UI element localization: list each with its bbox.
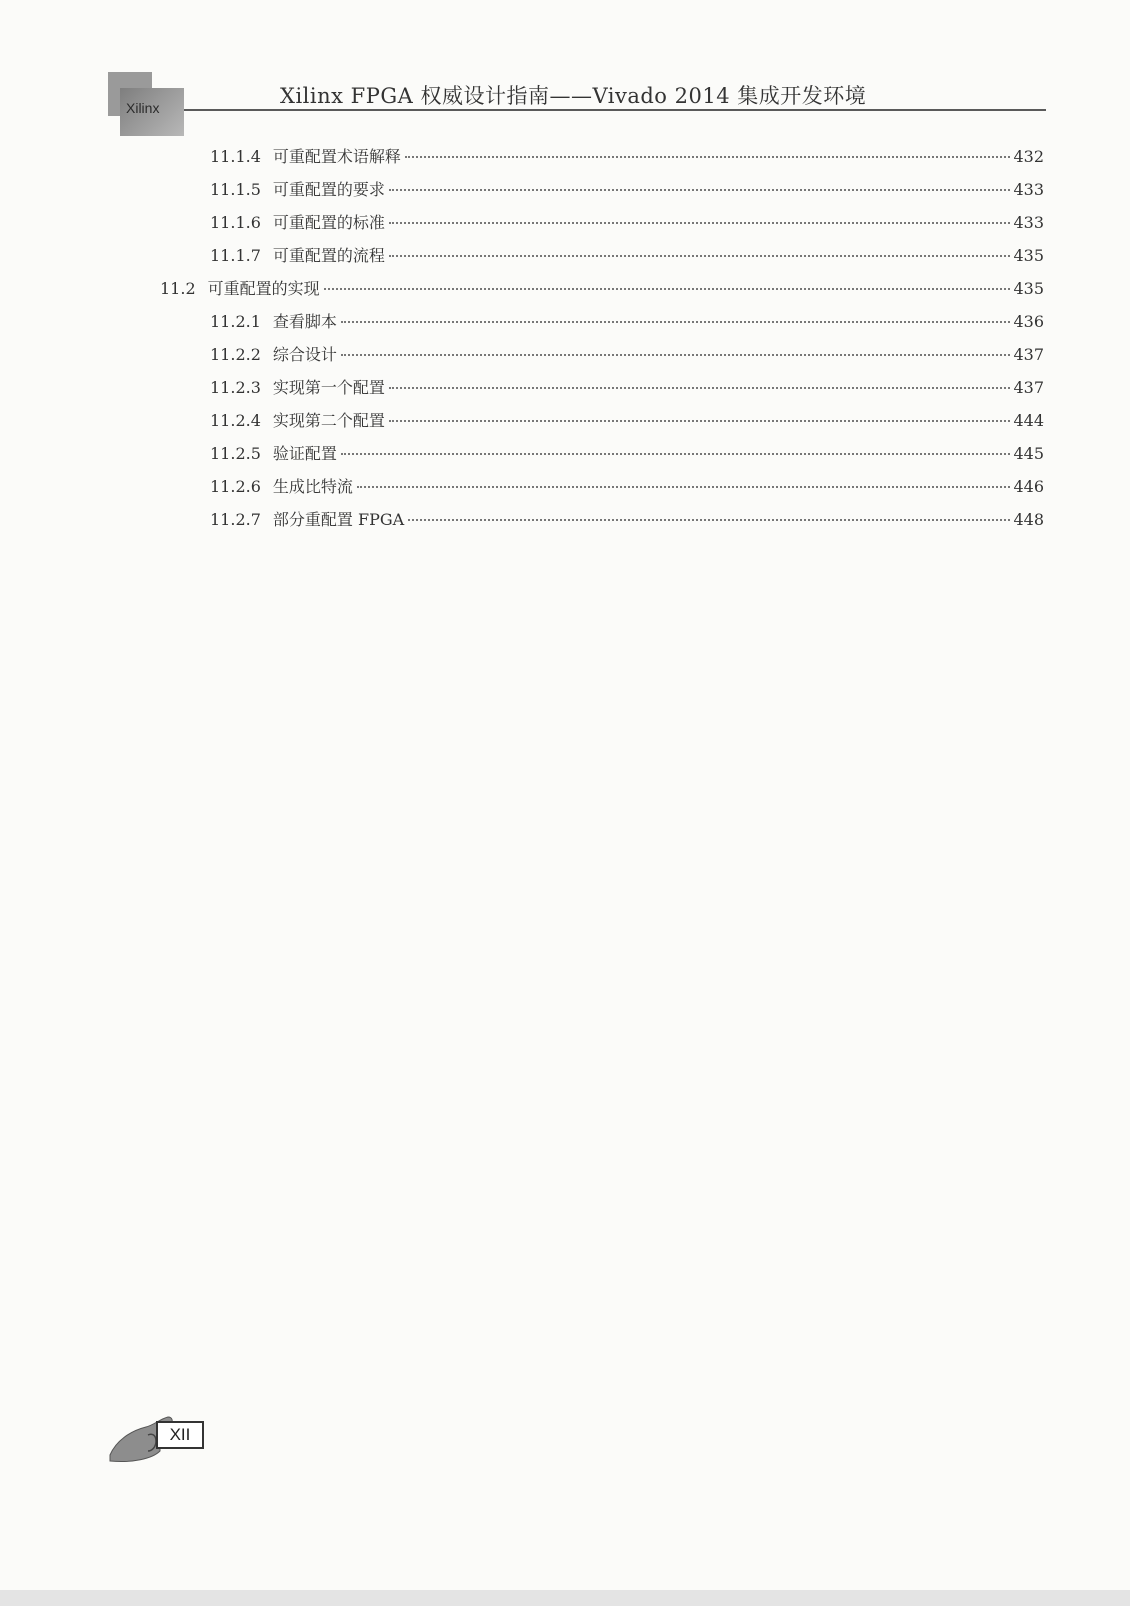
- toc-entry-page: 435: [1013, 279, 1044, 298]
- toc-entry-title: 部分重配置 FPGA: [272, 510, 405, 529]
- toc-entry: [210, 243, 1044, 271]
- toc-entry-page: 437: [1013, 378, 1044, 397]
- toc-entry: [210, 210, 1044, 238]
- dot-leader: [389, 386, 1011, 389]
- toc-entry-page: 433: [1013, 213, 1044, 232]
- toc-entry-page: 435: [1013, 246, 1044, 265]
- toc-entry-title: 实现第二个配置: [272, 411, 385, 430]
- toc-entry-title: 可重配置的要求: [272, 180, 385, 199]
- toc-entry: [210, 474, 1044, 502]
- running-head: Xilinx FPGA 权威设计指南——Vivado 2014 集成开发环境: [280, 84, 867, 108]
- toc-entry: [210, 375, 1044, 403]
- toc-entry-number: 11.2.2: [210, 345, 261, 364]
- toc-entry-page: 448: [1013, 510, 1044, 529]
- toc-entry-page: 445: [1013, 444, 1044, 463]
- toc-entry: [210, 342, 1044, 370]
- toc-entry: [210, 441, 1044, 469]
- toc-entry-title: 查看脚本: [272, 312, 337, 331]
- dot-leader: [324, 287, 1011, 290]
- toc-entry-number: 11.2.3: [210, 378, 261, 397]
- toc-entry: [210, 309, 1044, 337]
- dot-leader: [341, 353, 1011, 356]
- toc-entry-number: 11.2.7: [210, 510, 261, 529]
- toc-entry-title: 可重配置的流程: [272, 246, 385, 265]
- dot-leader: [405, 155, 1011, 158]
- toc-entry: [210, 177, 1044, 205]
- logo-text: Xilinx: [126, 100, 160, 116]
- page-number: XII: [156, 1421, 204, 1449]
- toc-entry-title: 综合设计: [272, 345, 337, 364]
- toc-entry-title: 实现第一个配置: [272, 378, 385, 397]
- header-rule: [184, 109, 1046, 111]
- dot-leader: [357, 485, 1011, 488]
- toc-entry-number: 11.2.6: [210, 477, 261, 496]
- toc-entry-number: 11.1.5: [210, 180, 261, 199]
- toc-entry: [160, 276, 1044, 304]
- toc-entry-number: 11.1.6: [210, 213, 261, 232]
- dot-leader: [389, 188, 1011, 191]
- dot-leader: [389, 221, 1011, 224]
- dot-leader: [389, 419, 1011, 422]
- xilinx-logo: [108, 72, 186, 138]
- toc-entry: [210, 408, 1044, 436]
- toc-entry-title: 生成比特流: [272, 477, 353, 496]
- toc-entry: [210, 144, 1044, 172]
- toc-entry-page: 432: [1013, 147, 1044, 166]
- toc-entry: [210, 507, 1044, 535]
- dot-leader: [389, 254, 1011, 257]
- toc-entry-number: 11.2: [160, 279, 196, 298]
- toc-entry-number: 11.1.7: [210, 246, 261, 265]
- toc-entry-number: 11.2.1: [210, 312, 261, 331]
- scan-edge: [0, 1590, 1130, 1606]
- toc-entry-number: 11.2.4: [210, 411, 261, 430]
- toc-entry-number: 11.2.5: [210, 444, 261, 463]
- toc-entry-page: 437: [1013, 345, 1044, 364]
- dot-leader: [408, 518, 1010, 521]
- toc-entry-title: 可重配置的实现: [207, 279, 320, 298]
- toc-entry-number: 11.1.4: [210, 147, 261, 166]
- toc-entry-page: 436: [1013, 312, 1044, 331]
- dot-leader: [341, 452, 1011, 455]
- dot-leader: [341, 320, 1011, 323]
- toc-entry-page: 433: [1013, 180, 1044, 199]
- toc-entry-title: 可重配置的标准: [272, 213, 385, 232]
- toc-entry-title: 验证配置: [272, 444, 337, 463]
- toc-entry-title: 可重配置术语解释: [272, 147, 401, 166]
- toc-entry-page: 446: [1013, 477, 1044, 496]
- toc-entry-page: 444: [1013, 411, 1044, 430]
